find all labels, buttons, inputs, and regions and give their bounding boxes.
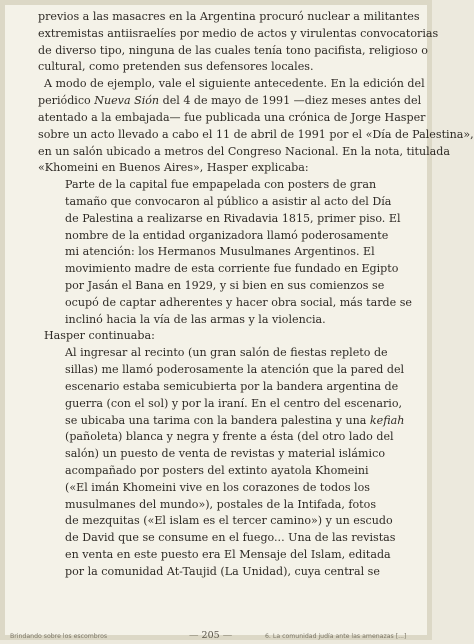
text-line: en un salón ubicado a metros del Congreso Nacional. En la nota, titulada: [38, 144, 451, 158]
text-line: guerra (con el sol) y por la iraní. En el centro del escenario,: [65, 396, 403, 410]
text-line: de diverso tipo, ninguna de las cuales tenía tono pacifista, religioso o: [38, 43, 428, 57]
text-line: sillas) me llamó poderosamente la atención que la pared del: [65, 363, 405, 377]
text-line: movimiento madre de esta corriente fue fundado en Egipto: [65, 262, 399, 276]
page-number-block: — 205 —: [189, 630, 233, 641]
text-line: («El imán Khomeini vive en los corazones de todos los: [65, 480, 370, 494]
text-line: sobre un acto llevado a cabo el 11 de abril de 1991 por el «Día de Palestina»,: [38, 127, 474, 141]
text-line: «Khomeini en Buenos Aires», Hasper explicaba:: [38, 161, 309, 175]
italic-text: kefiah: [369, 413, 405, 427]
text-segment: periódico: [38, 94, 95, 108]
text-line: tamaño que convocaron al público a asistir al acto del Día: [65, 194, 392, 208]
text-line: musulmanes del mundo»), postales de la Intifada, fotos: [65, 497, 377, 511]
text-line: ocupó de captar adherentes y hacer obra social, más tarde se: [65, 295, 412, 309]
text-line: de David que se consume en el fuego... Una de las revistas: [65, 531, 396, 545]
text-line: mi atención: los Hermanos Musulmanes Argentinos. El: [65, 245, 375, 259]
text-line: Parte de la capital fue empapelada con posters de gran: [65, 178, 377, 192]
italic-text: Nueva Sión: [94, 94, 160, 108]
text-line: atentado a la embajada— fue publicada una crónica de Jorge Hasper: [38, 110, 426, 124]
page-footer: [5, 630, 427, 644]
text-line: por la comunidad At-Taujid (La Unidad), cuya central se: [65, 564, 380, 578]
book-title: Brindando sobre los escombros: [10, 633, 108, 640]
text-line: previos a las masacres en la Argentina procuró nuclear a militantes: [38, 10, 420, 23]
text-line: [38, 413, 409, 430]
text-line: de mezquitas («El islam es el tercer camino») y un escudo: [65, 514, 393, 528]
text-line: A modo de ejemplo, vale el siguiente antecedente. En la edición del: [44, 77, 425, 91]
text-line: inclinó hacia la vía de las armas y la violencia.: [65, 312, 326, 326]
text-segment: se ubicaba una tarima con la bandera palestina y una: [65, 413, 370, 427]
text-line: nombre de la entidad organizadora llamó poderosamente: [65, 228, 389, 242]
body-text: [38, 9, 474, 581]
text-line: por Jasán el Bana en 1929, y si bien en sus comienzos se: [65, 279, 385, 292]
text-segment: del 4 de mayo de 1991 —diez meses antes del: [159, 94, 422, 108]
text-line: [38, 93, 422, 110]
text-line: Al ingresar al recinto (un gran salón de fiestas repleto de: [65, 346, 388, 360]
text-line: de Palestina a realizarse en Rivadavia 1815, primer piso. El: [65, 211, 401, 225]
text-line: (pañoleta) blanca y negra y frente a ésta (del otro lado del: [65, 430, 394, 444]
text-line: salón) un puesto de venta de revistas y material islámico: [65, 447, 386, 461]
page-number: 205: [201, 630, 220, 641]
text-line: Hasper continuaba:: [44, 329, 155, 343]
chapter-title: 6. La comunidad judía ante las amenazas [...]: [265, 633, 407, 640]
text-line: en venta en este puesto era El Mensaje del Islam, editada: [65, 548, 391, 561]
text-line: cultural, como pretenden sus defensores locales.: [38, 60, 314, 74]
text-line: extremistas antiisraelíes por medio de actos y virulentas convocatorias: [38, 26, 439, 40]
text-line: escenario estaba semicubierta por la bandera argentina de: [65, 379, 399, 393]
text-line: acompañado por posters del extinto ayatola Khomeini: [65, 463, 369, 477]
